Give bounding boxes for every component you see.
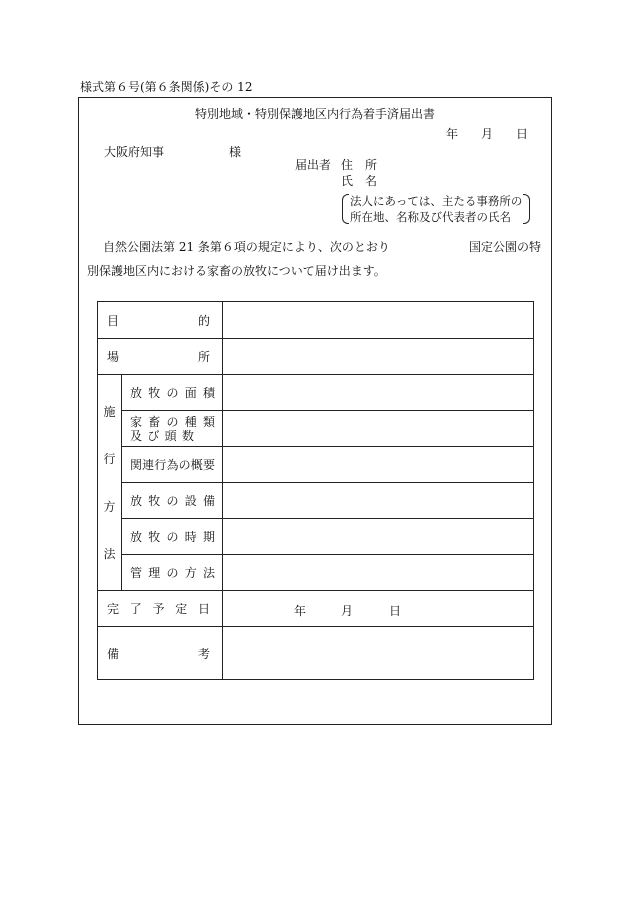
- row-method-area: [98, 375, 534, 411]
- row-method-facility: [98, 483, 534, 519]
- addressee-name: 大阪府知事: [104, 145, 165, 159]
- method-related-acts-label: 関 連 行 為 の 概 要: [122, 447, 223, 483]
- right-paren: [523, 194, 530, 224]
- notifier-label: 届出者: [295, 158, 332, 172]
- form-title: 特別地域・特別保護地区内行為着手済届出書: [194, 107, 435, 121]
- row-method-related: [98, 447, 534, 483]
- date-day: 日: [516, 127, 529, 141]
- date-month: 月: [481, 127, 494, 141]
- method-label: 施 行 方 法: [98, 375, 122, 591]
- row-method-livestock: [98, 411, 534, 447]
- row-location: [98, 339, 534, 375]
- row-method-period: [98, 519, 534, 555]
- completion-date-label: 完 了 予 定 日: [98, 591, 223, 627]
- completion-day: 日: [389, 603, 402, 618]
- row-method-management: [98, 555, 534, 591]
- method-grazing-area-label: 放 牧 の 面 積: [122, 375, 223, 411]
- form-number: 様式第６号(第６条関係)その 12: [80, 80, 253, 94]
- method-livestock-value[interactable]: [223, 411, 534, 447]
- left-paren: [342, 194, 349, 224]
- row-purpose: [98, 302, 534, 339]
- notifier-name-label: 氏 名: [341, 174, 378, 188]
- body-line1-start: 自然公園法第 21 条第６項の規定により、次のとおり: [103, 240, 390, 254]
- corp-note-line1: 法人にあっては、主たる事務所の: [350, 194, 523, 208]
- method-related-acts-value[interactable]: [223, 447, 534, 483]
- method-management-value[interactable]: [223, 555, 534, 591]
- details-table: [97, 301, 534, 680]
- method-grazing-period-label: 放 牧 の 時 期: [122, 519, 223, 555]
- purpose-label: 目 的: [98, 302, 223, 339]
- method-grazing-facility-value[interactable]: [223, 483, 534, 519]
- method-grazing-period-value[interactable]: [223, 519, 534, 555]
- body-line1-end: 国定公園の特: [469, 240, 542, 254]
- completion-year: 年: [294, 603, 307, 618]
- purpose-value[interactable]: [223, 302, 534, 339]
- method-grazing-area-value[interactable]: [223, 375, 534, 411]
- method-grazing-facility-label: 放 牧 の 設 備: [122, 483, 223, 519]
- date-year: 年: [446, 127, 459, 141]
- method-management-label: 管 理 の 方 法: [122, 555, 223, 591]
- completion-month: 月: [341, 603, 354, 618]
- row-remarks: [98, 627, 534, 680]
- notifier-address-label: 住 所: [341, 158, 378, 172]
- remarks-label: 備 考: [98, 627, 223, 680]
- corp-note-line2: 所在地、名称及び代表者の氏名: [350, 210, 511, 224]
- location-label: 場 所: [98, 339, 223, 375]
- addressee-honorific: 様: [229, 145, 242, 159]
- location-value[interactable]: [223, 339, 534, 375]
- method-livestock-label: 家 畜 の 種 類 及 び 頭 数: [122, 411, 223, 447]
- completion-date-value[interactable]: [223, 591, 534, 627]
- body-line2: 別保護地区内における家畜の放牧について届け出ます。: [87, 264, 386, 278]
- remarks-value[interactable]: [223, 627, 534, 680]
- row-completion: [98, 591, 534, 627]
